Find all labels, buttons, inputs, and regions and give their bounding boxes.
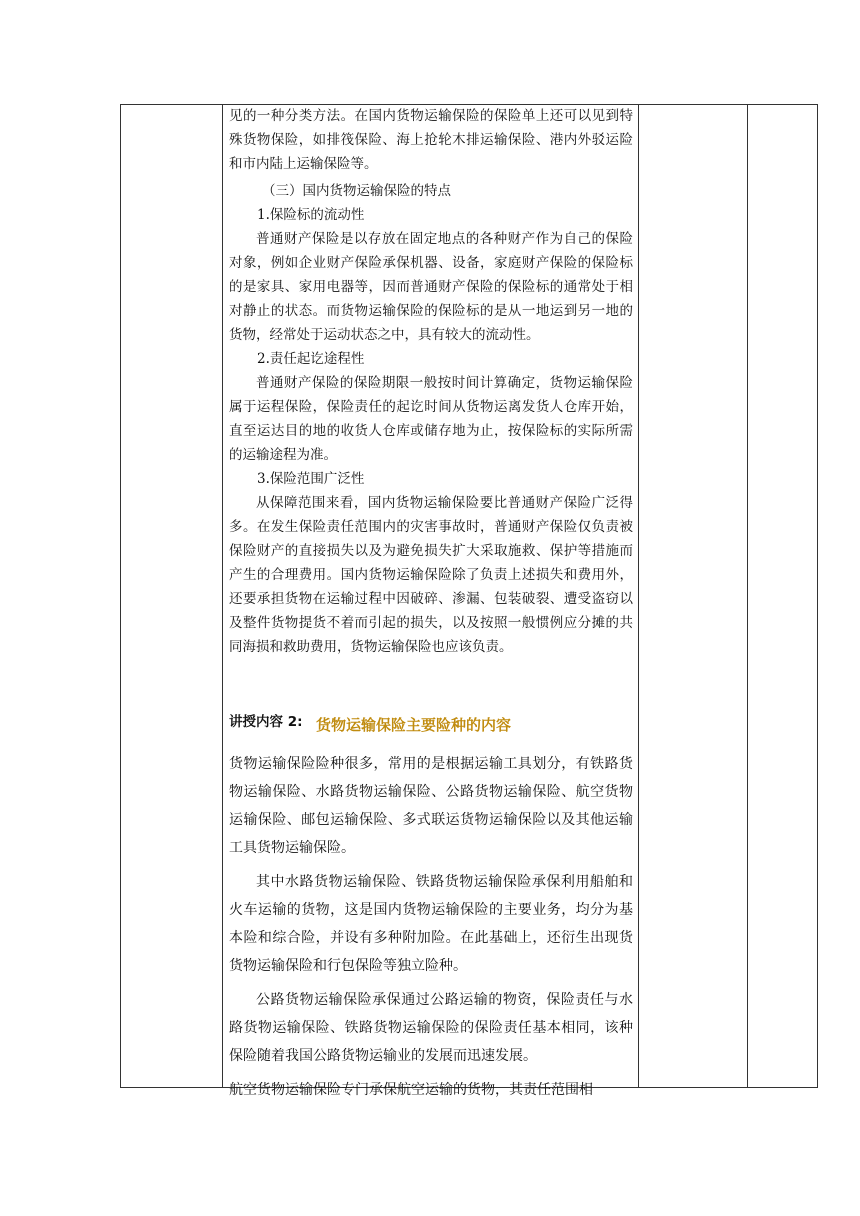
paragraph: 航空货物运输保险专门承保航空运输的货物，其责任范围相 [229,1082,593,1098]
paragraph: 货物运输保险险种很多，常用的是根据运输工具划分，有铁路货物运输保险、水路货物运输保险、公路货物运输保险、航空货物运输保险、邮包运输保险、多式联运货物运输保险以及其他运输工具货物运输保险。 [229,756,633,856]
subheading: 1.保险标的流动性 [257,207,365,223]
paragraph: 普通财产保险是以存放在固定地点的各种财产作为自己的保险对象，例如企业财产保险承保机器、设备，家庭财产保险的保险标的是家具、家用电器等，因而普通财产保险的保险标的通常处于相对静止的状态。而货物运输保险的保险标的是从一地运到另一地的货物，经常处于运动状态之中，具有较大的流动性。 [229,231,633,343]
paragraph: 其中水路货物运输保险、铁路货物运输保险承保利用船舶和火车运输的货物，这是国内货物运输保险的主要业务，均分为基本险和综合险，并设有多种附加险。在此基础上，还衍生出现货货物运输保险和行包保险等独立险种。 [229,874,633,974]
subheading: 3.保险范围广泛性 [257,471,365,487]
section-heading: （三）国内货物运输保险的特点 [262,183,451,199]
paragraph: 从保障范围来看，国内货物运输保险要比普通财产保险广泛得多。在发生保险责任范围内的灾害事故时，普通财产保险仅负责被保险财产的直接损失以及为避免损失扩大采取施救、保护等措施而产生的合理费用。国内货物运输保险除了负责上述损失和费用外，还要承担货物在运输过程中因破碎、渗漏、包装破裂、遭受盗窃以及整件货物提货不着而引起的损失，以及按照一般惯例应分摊的共同海损和救助费用，货物运输保险也应该负责。 [229,495,633,655]
column-divider [222,105,223,1087]
subheading: 2.责任起讫途程性 [257,351,365,367]
column-divider [638,105,639,1087]
continued-paragraph: 见的一种分类方法。在国内货物运输保险的保险单上还可以见到特殊货物保险，如排筏保险、海上抢轮木排运输保险、港内外驳运险和市内陆上运输保险等。 [229,108,633,172]
lesson-title: 货物运输保险主要险种的内容 [316,716,512,734]
lesson-content-header [229,706,633,738]
lesson-label: 讲授内容 2: [229,714,303,730]
column-divider [747,105,748,1087]
content-column [229,104,633,1110]
paragraph: 公路货物运输保险承保通过公路运输的物资，保险责任与水路货物运输保险、铁路货物运输保险的保险责任基本相同，该种保险随着我国公路货物运输业的发展而迅速发展。 [229,992,633,1064]
paragraph: 普通财产保险的保险期限一般按时间计算确定，货物运输保险属于运程保险，保险责任的起讫时间从货物运离发货人仓库开始，直至运达目的地的收货人仓库或储存地为止，按保险标的实际所需的运输途程为准。 [229,375,633,463]
